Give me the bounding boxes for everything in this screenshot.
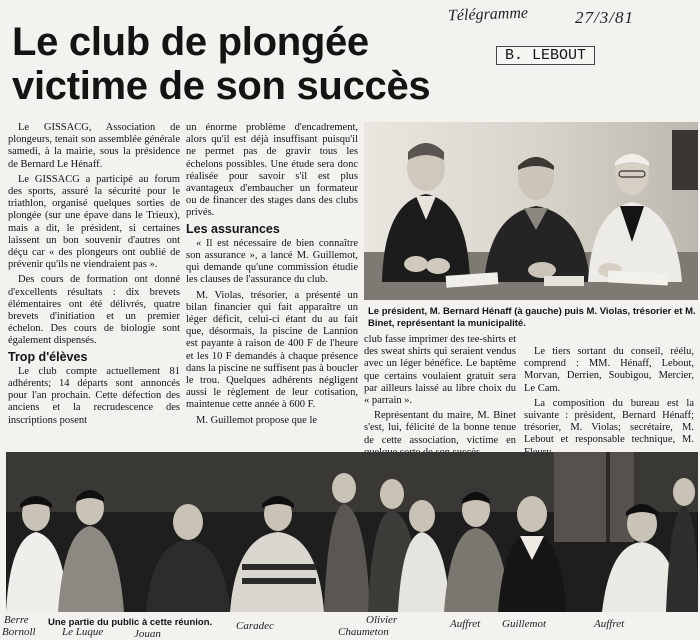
photo-public-caption: Une partie du public à cette réunion.: [48, 617, 213, 628]
article-column-2: [186, 122, 358, 430]
subhead-trop-deleves: Trop d'élèves: [8, 349, 88, 364]
headline: [12, 20, 482, 108]
handwritten-name: Auffret: [594, 618, 625, 630]
paragraph: Représentant du maire, M. Binet s'est, lui, félicité de la bonne tenue de cette association, victime en: [364, 410, 516, 446]
handwritten-date: 27/3/81: [575, 8, 634, 27]
headline-line-2: victime de son succès: [12, 64, 431, 108]
paragraph: un énorme problème d'encadrement, alors qu'il est déjà insuffisant puisqu'il ne permet pas de gravir tous les échelons possibles. Une étude sera donc réalisée pour savoir s'il est plus avantageux d'embaucher un formateur ou de financer des stages dans des clubs privés.: [186, 122, 358, 219]
article-column-1: [8, 122, 180, 430]
handwritten-name: Guillemot: [502, 618, 546, 630]
paragraph: Des cours de formation ont donné d'excellents résultats : dix brevets élémentaires ont été délivrés, quatre brevets d'initiation et un premier échelon. Des cours de biologie sont également dispensés.: [8, 274, 180, 347]
photo-officials-caption: Le président, M. Bernard Hénaff (à gauche) puis M. Violas, trésorier et M. Binet, représentant la municipalité.: [368, 306, 696, 329]
paragraph: M. Guillemot propose que le: [196, 414, 318, 426]
paragraph: Le tiers sortant du conseil, réélu, comprend : MM. Hénaff, Lebout, Morvan, Derrien, Soubigou, Mercier, Le Cam.: [524, 346, 694, 394]
headline-line-1: Le club de plongée: [12, 20, 369, 64]
handwritten-name: Auffret: [450, 618, 481, 630]
handwritten-name: Bornoll: [2, 626, 36, 638]
handwritten-name: Jouan: [134, 628, 161, 640]
photo-public: [6, 452, 698, 612]
officials-photo-image: [364, 122, 698, 300]
paragraph: « Il est nécessaire de bien connaître son assurance », a lancé M. Guillemot, qui demande qu'une commission étudie les clauses de l'assurance du club.: [186, 237, 358, 286]
public-photo-image: [6, 452, 698, 612]
paragraph: M. Violas, trésorier, a présenté un bilan financier qui fait apparaître un léger déficit, celui-ci étant du au fait que, désormais, la piscine de Lannion est payante à raison de 400 F de l'heure et les 10 F demandés à chaque présence dans la piscine ne suffisent pas à boucler le trou. Quelques adhérents négligent aussi le règlement de leur cotisation, maintenue cette année à 600 F.: [186, 289, 358, 411]
handwritten-name: Le Luque: [62, 626, 104, 638]
photo-officials: [364, 122, 698, 300]
paragraph: Le GISSACG a participé au forum des sports, assuré la sécurité pour le triathlon, organisé quelques sorties de plongée (sur une épave dans le Trieux), mais a dit, le président, si certaines laissent un bon souvenir d'autres ont déçu car « des plongeurs ont oublié de prévenir qu'ils ne viendraient pas ».: [8, 173, 180, 271]
article-column-4: [524, 346, 694, 462]
handwritten-source: Télégramme: [447, 4, 529, 25]
handwritten-name: Chaumeton: [338, 626, 389, 638]
paragraph: Le GISSACG, Association de plongeurs, tenait son assemblée générale samedi, à la mairie, sous la présidence de Bernard Le Hénaff.: [8, 122, 180, 170]
archive-stamp: B. LEBOUT: [496, 46, 595, 65]
handwritten-name: Berre: [4, 614, 29, 626]
paragraph: La composition du bureau est la suivante : président, Bernard Hénaff; trésorier, M. Violas; secrétaire, M. Lebout et responsable technique, M.: [524, 397, 694, 446]
handwritten-names: [0, 612, 700, 638]
subhead-les-assurances: Les assurances: [186, 221, 280, 236]
handwritten-name: Olivier: [366, 614, 398, 626]
article-column-3: [364, 334, 516, 462]
paragraph: club fasse imprimer des tee-shirts et des sweat shirts qui seraient vendus avec un léger bénéfice. Le baptême que certains voulaient gratuit sera par ailleurs laissé au libre choix du « parrain ».: [364, 334, 516, 407]
handwritten-name: Caradec: [236, 620, 274, 632]
paragraph: Le club compte actuellement 81 adhérents; 14 départs sont annoncés pour l'an prochain. Cette défection des anciens et la recrudescence des inscriptions posent: [8, 365, 180, 426]
